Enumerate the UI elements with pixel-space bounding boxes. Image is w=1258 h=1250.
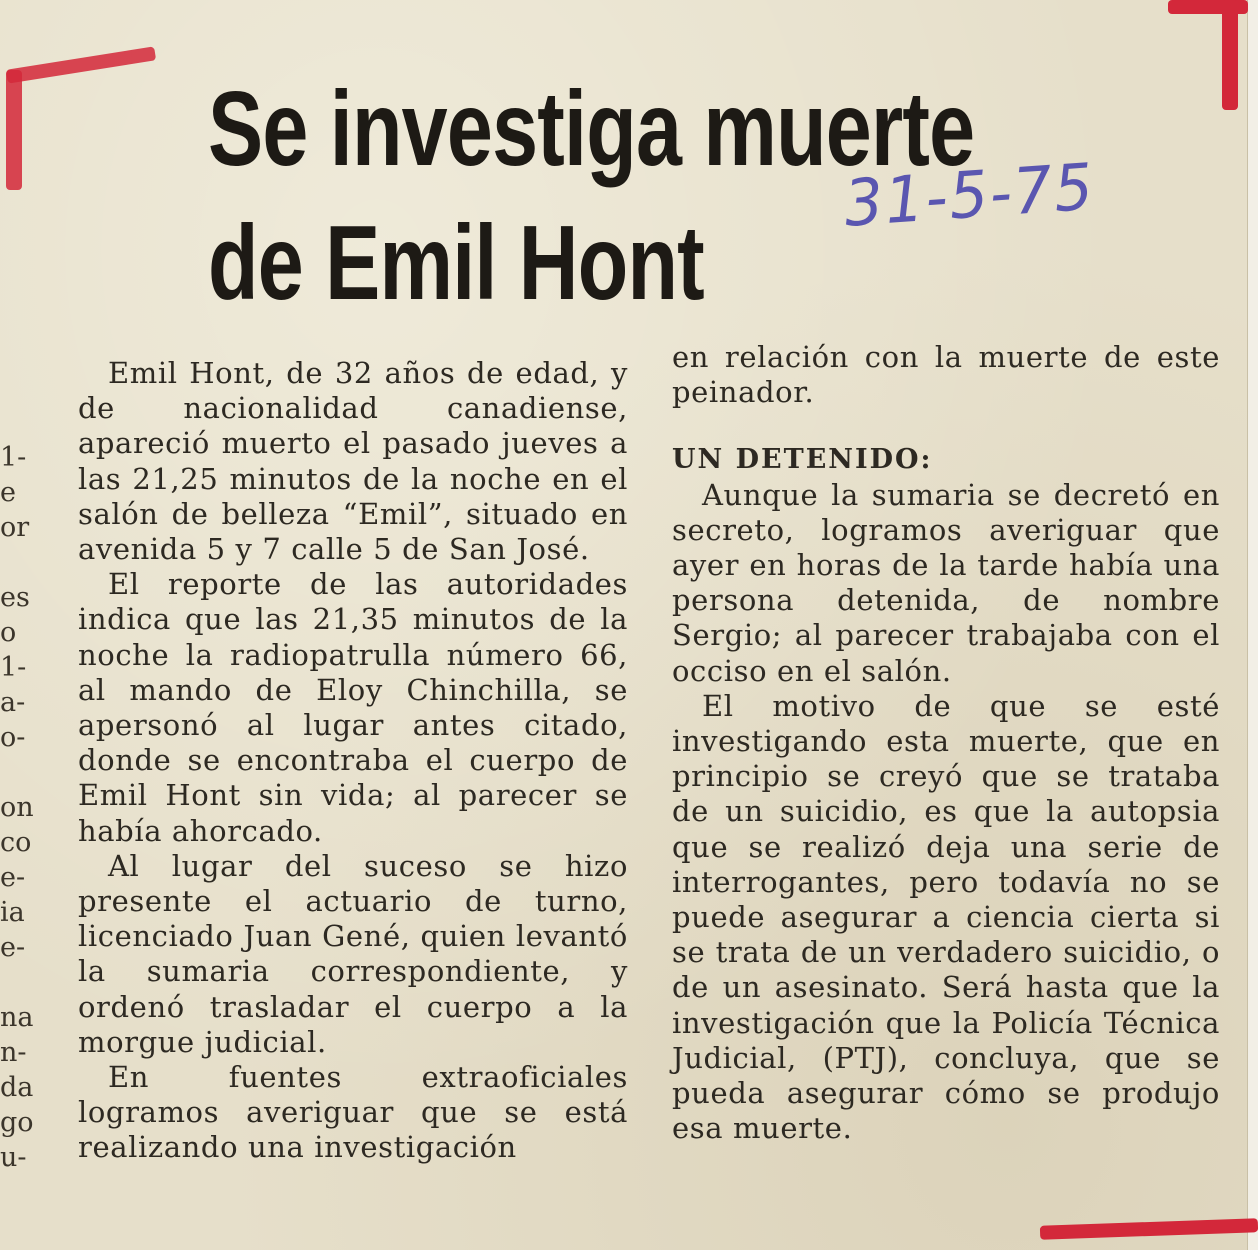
article-column-left bbox=[78, 356, 628, 1166]
headline-line-2: de Emil Hont bbox=[208, 204, 704, 322]
edge-fragment: o- bbox=[0, 722, 26, 753]
edge-fragment: n- bbox=[0, 1037, 27, 1068]
edge-fragment: da bbox=[0, 1072, 34, 1103]
crop-mark-top-left-vertical bbox=[6, 70, 22, 190]
edge-fragment bbox=[0, 965, 36, 1000]
edge-fragment: 1- bbox=[0, 652, 27, 683]
edge-fragment bbox=[0, 755, 36, 790]
edge-fragment: on bbox=[0, 792, 34, 823]
subheading: UN DETENIDO: bbox=[672, 444, 933, 476]
edge-fragment: ia bbox=[0, 897, 25, 928]
edge-fragment: es bbox=[0, 582, 30, 613]
edge-fragment: na bbox=[0, 1002, 34, 1033]
crop-mark-top-right-vertical bbox=[1222, 0, 1238, 110]
edge-fragment: e bbox=[0, 477, 16, 508]
edge-fragment: go bbox=[0, 1107, 34, 1138]
paragraph-continued: en relación con la muerte de este peinador. bbox=[672, 340, 1220, 410]
edge-fragment: e- bbox=[0, 862, 26, 893]
article-column-right bbox=[672, 340, 1220, 1146]
paragraph: Aunque la sumaria se decretó en secreto, logramos averiguar que ayer en horas de la tarde había una persona detenida, de nombre Sergio; al parecer trabajaba con el occiso en el salón. bbox=[672, 477, 1220, 688]
edge-fragment: e- bbox=[0, 932, 26, 963]
paragraph: Al lugar del suceso se hizo presente el actuario de turno, licenciado Juan Gené, quien levantó la sumaria correspondiente, y ordenó trasladar el cuerpo a la morgue judicial. bbox=[78, 848, 628, 1059]
edge-fragment: o bbox=[0, 617, 17, 648]
adjacent-column-fragments bbox=[0, 440, 36, 1220]
paragraph: El motivo de que se esté investigando esta muerte, que en principio se creyó que se trataba de un suicidio, es que la autopsia que se realizó deja una serie de interrogantes, pero todavía no se puede asegurar a ciencia cierta si se trata de un verdadero suicidio, o de un asesinato. Será hasta que la investigación que la Policía Técnica Judicial, (PTJ), concluya, que se pueda asegurar cómo se produjo esa muerte. bbox=[672, 688, 1220, 1146]
edge-fragment bbox=[0, 545, 36, 580]
scan-edge bbox=[1247, 0, 1258, 1250]
handwritten-date: 31-5-75 bbox=[842, 150, 1098, 242]
edge-fragment: or bbox=[0, 512, 30, 543]
paragraph: Emil Hont, de 32 años de edad, y de nacionalidad canadiense, apareció muerto el pasado jueves a las 21,25 minutos de la noche en el salón de belleza “Emil”, situado en avenida 5 y 7 calle 5 de San José. bbox=[78, 356, 628, 567]
paragraph: El reporte de las autoridades indica que las 21,35 minutos de la noche la radiopatrulla número 66, al mando de Eloy Chinchilla, se apersonó al lugar antes citado, donde se encontraba el cuerpo de Emil Hont sin vida; al parecer se había ahorcado. bbox=[78, 567, 628, 848]
edge-fragment: co bbox=[0, 827, 32, 858]
headline-line-1: Se investiga muerte bbox=[208, 70, 975, 188]
edge-fragment: u- bbox=[0, 1142, 27, 1173]
paragraph: En fuentes extraoficiales logramos averiguar que se está realizando una investigación bbox=[78, 1060, 628, 1165]
edge-fragment: a- bbox=[0, 687, 26, 718]
edge-fragment: 1- bbox=[0, 442, 27, 473]
